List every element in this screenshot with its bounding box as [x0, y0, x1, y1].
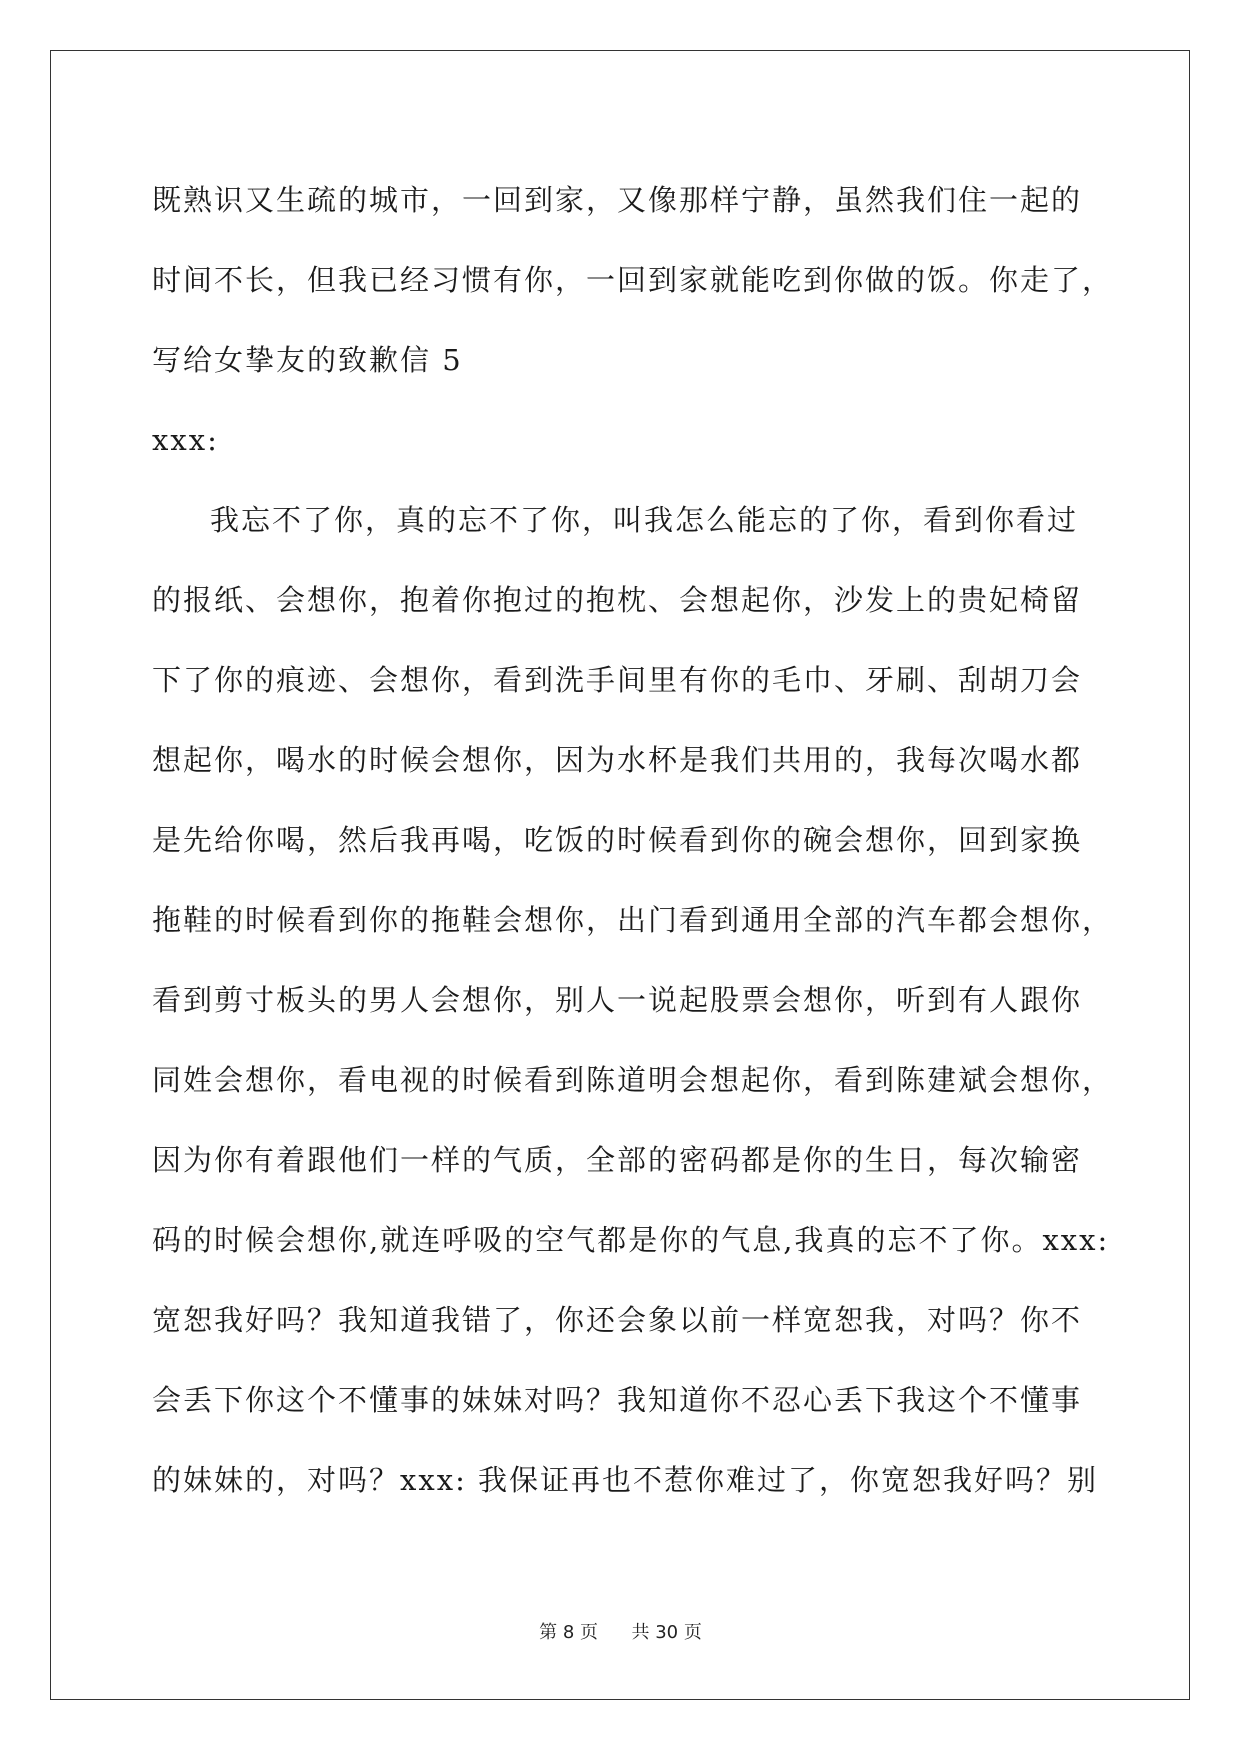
paragraph-first-line: 我忘不了你，真的忘不了你，叫我怎么能忘的了你，看到你看过 [210, 503, 1079, 537]
text-line: 下了你的痕迹、会想你，看到洗手间里有你的毛巾、牙刷、刮胡刀会 [152, 663, 1083, 697]
text-line: 看到剪寸板头的男人会想你，别人一说起股票会想你，听到有人跟你 [152, 983, 1083, 1017]
text-line: 的妹妹的，对吗？xxx: 我保证再也不惹你难过了，你宽恕我好吗？别 [152, 1463, 1099, 1497]
current-page-number: 第 8 页 [539, 1622, 599, 1643]
text-line: 码的时候会想你,就连呼吸的空气都是你的气息,我真的忘不了你。xxx: [152, 1223, 1110, 1257]
salutation: xxx: [152, 423, 219, 457]
section-heading: 写给女挚友的致歉信 5 [152, 343, 463, 377]
text-line: 会丢下你这个不懂事的妹妹对吗？我知道你不忍心丢下我这个不懂事 [152, 1383, 1083, 1417]
total-pages: 共 30 页 [631, 1622, 702, 1643]
text-line: 同姓会想你，看电视的时候看到陈道明会想起你，看到陈建斌会想你， [152, 1063, 1114, 1097]
text-line: 是先给你喝，然后我再喝，吃饭的时候看到你的碗会想你，回到家换 [152, 823, 1083, 857]
text-line: 的报纸、会想你，抱着你抱过的抱枕、会想起你，沙发上的贵妃椅留 [152, 583, 1083, 617]
page-footer [0, 1618, 1241, 1644]
text-line: 因为你有着跟他们一样的气质，全部的密码都是你的生日，每次输密 [152, 1143, 1083, 1177]
text-line: 拖鞋的时候看到你的拖鞋会想你，出门看到通用全部的汽车都会想你， [152, 903, 1114, 937]
text-line: 时间不长，但我已经习惯有你，一回到家就能吃到你做的饭。你走了， [152, 263, 1114, 297]
text-line: 想起你，喝水的时候会想你，因为水杯是我们共用的，我每次喝水都 [152, 743, 1083, 777]
text-line: 宽恕我好吗？我知道我错了，你还会象以前一样宽恕我，对吗？你不 [152, 1303, 1083, 1337]
text-line: 既熟识又生疏的城市，一回到家，又像那样宁静，虽然我们住一起的 [152, 183, 1083, 217]
document-body [152, 160, 1114, 1520]
